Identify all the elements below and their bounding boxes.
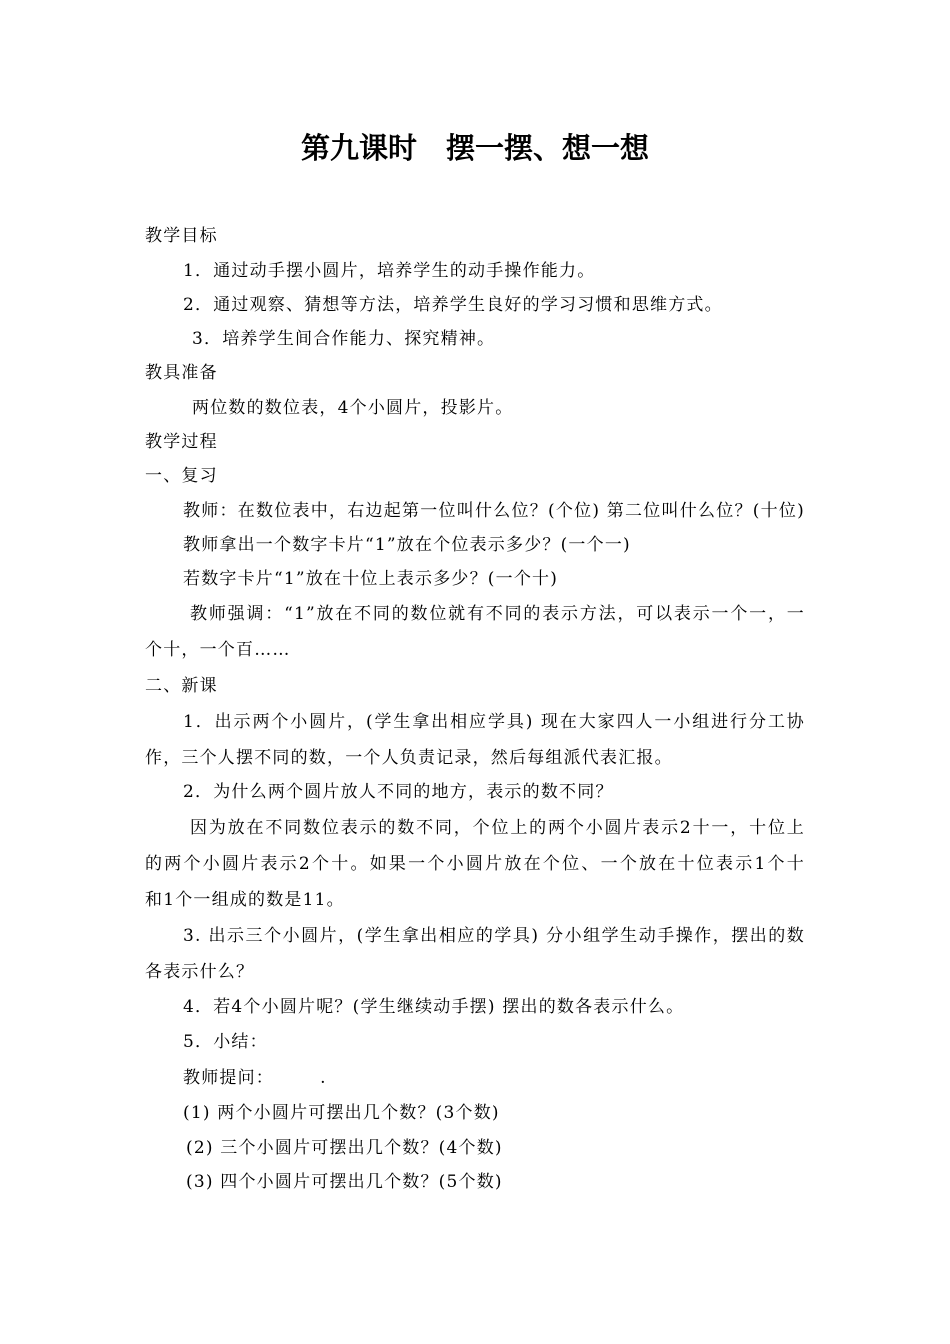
- materials-text: 两位数的数位表，4个小圆片，投影片。: [192, 398, 514, 418]
- paragraph-line: 作，三个人摆不同的数，一个人负责记录，然后每组派代表汇报。: [145, 748, 673, 768]
- subsection-heading-review: 一、复习: [145, 466, 218, 486]
- paragraph-line: (1) 两个小圆片可摆出几个数？(3个数): [183, 1103, 500, 1123]
- paragraph-line: 3. 出示三个小圆片，(学生拿出相应的学具) 分小组学生动手操作，摆出的数: [183, 926, 805, 946]
- paragraph-line: 5．小结：: [183, 1032, 268, 1052]
- paragraph-line: 各表示什么？: [145, 962, 255, 982]
- paragraph-line: 因为放在不同数位表示的数不同，个位上的两个小圆片表示2十一，十位上: [190, 818, 805, 838]
- section-heading-materials: 教具准备: [145, 363, 218, 383]
- paragraph-line: 个十，一个百……: [145, 640, 291, 660]
- paragraph-line: 的两个小圆片表示2个十。如果一个小圆片放在个位、一个放在十位表示1个十: [145, 854, 805, 874]
- paragraph-line: 教师：在数位表中，右边起第一位叫什么位？(个位) 第二位叫什么位？(十位): [183, 501, 805, 521]
- subsection-heading-new-lesson: 二、新课: [145, 676, 218, 696]
- paragraph-line: 和1个一组成的数是11。: [145, 890, 345, 910]
- objective-item: 2．通过观察、猜想等方法，培养学生良好的学习习惯和思维方式。: [183, 295, 723, 315]
- paragraph-line: 教师提问： .: [183, 1068, 327, 1088]
- paragraph-line: 1．出示两个小圆片，(学生拿出相应学具) 现在大家四人一小组进行分工协: [183, 712, 805, 732]
- paragraph-line: 2．为什么两个圆片放人不同的地方，表示的数不同？: [183, 782, 614, 802]
- paragraph-line: 4．若4个小圆片呢？(学生继续动手摆) 摆出的数各表示什么。: [183, 997, 685, 1017]
- section-heading-objectives: 教学目标: [145, 226, 218, 246]
- paragraph-line: 若数字卡片“1”放在十位上表示多少？(一个十): [183, 569, 559, 589]
- paragraph-line: 教师拿出一个数字卡片“1”放在个位表示多少？(一个一): [183, 535, 631, 555]
- paragraph-line: (2) 三个小圆片可摆出几个数？(4个数): [186, 1138, 503, 1158]
- objective-item: 3．培养学生间合作能力、探究精神。: [192, 329, 496, 349]
- section-heading-process: 教学过程: [145, 432, 218, 452]
- paragraph-line: (3) 四个小圆片可摆出几个数？(5个数): [186, 1172, 503, 1192]
- page-title: 第九课时 摆一摆、想一想: [300, 131, 649, 165]
- objective-item: 1．通过动手摆小圆片，培养学生的动手操作能力。: [183, 261, 596, 281]
- paragraph-line: 教师强调：“1”放在不同的数位就有不同的表示方法，可以表示一个一，一: [190, 604, 805, 624]
